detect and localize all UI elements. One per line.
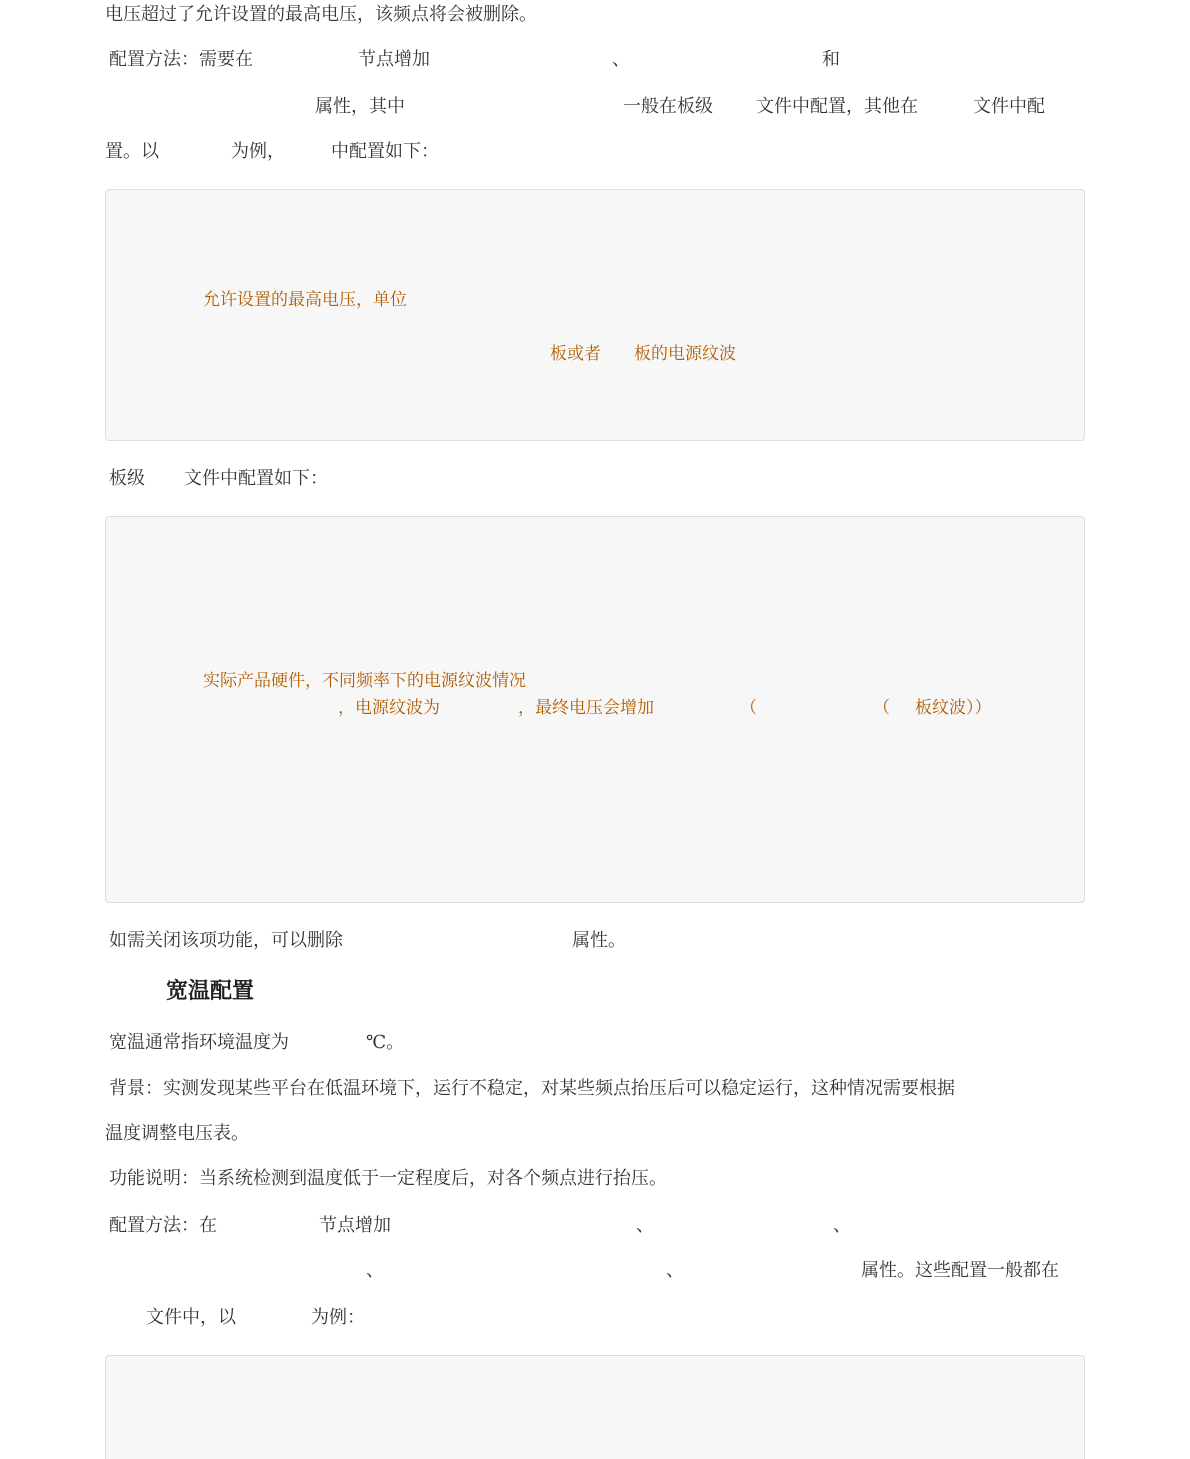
punctuation: 、 [833,1215,851,1236]
config-method-text: 属性，其中 [315,96,405,117]
code-block [105,1355,1085,1459]
wide-temp-definition: 宽温通常指环境温度为 [109,1032,289,1053]
code-comment: 板纹波）） [915,698,992,718]
config-method-text: 和 [822,49,840,70]
paragraph-text: 电压超过了允许设置的最高电压，该频点将会被删除。 [105,4,537,25]
code-comment: 实际产品硬件，不同频率下的电源纹波情况 [203,671,526,691]
code-comment: 允许设置的最高电压，单位 [203,290,407,310]
config-method-text: 中配置如下： [331,141,439,162]
config-method-text: 属性。这些配置一般都在 [861,1260,1059,1281]
code-comment: 板或者 [550,344,601,364]
config-method-text: 为例， [231,141,285,162]
board-config-text: 文件中配置如下： [184,468,328,489]
config-method-text: 文件中配 [973,96,1045,117]
config-method-text: 节点增加 [319,1215,391,1236]
background-text: 温度调整电压表。 [105,1123,249,1144]
config-method-text: 文件中，以 [146,1307,236,1328]
function-description: 功能说明：当系统检测到温度低于一定程度后，对各个频点进行抬压。 [109,1168,667,1189]
config-method-text: 为例： [311,1307,365,1328]
punctuation: 、 [636,1215,654,1236]
config-method-text: 文件中配置，其他在 [756,96,918,117]
config-method-text: 置。以 [105,141,159,162]
board-config-text: 板级 [109,468,145,489]
punctuation: 、 [612,49,630,70]
code-block [105,189,1085,441]
config-method-text: 配置方法：在 [109,1215,217,1236]
punctuation: 、 [666,1260,684,1281]
code-comment: 板的电源纹波 [634,344,736,364]
section-heading: 宽温配置 [166,978,255,1004]
code-comment: （ [740,698,757,718]
config-method-text: 节点增加 [358,49,430,70]
wide-temp-definition: ℃。 [366,1032,405,1053]
code-comment: ，最终电压会增加 [518,698,654,718]
code-comment: ，电源纹波为 [338,698,440,718]
config-method-text: 一般在板级 [623,96,713,117]
code-comment: （ [873,698,890,718]
disable-text: 属性。 [572,930,626,951]
config-method-text: 配置方法：需要在 [109,49,253,70]
punctuation: 、 [366,1260,384,1281]
background-text: 背景：实测发现某些平台在低温环境下，运行不稳定，对某些频点抬压后可以稳定运行，这种情况需要根据 [109,1078,955,1099]
disable-text: 如需关闭该项功能，可以删除 [109,930,343,951]
